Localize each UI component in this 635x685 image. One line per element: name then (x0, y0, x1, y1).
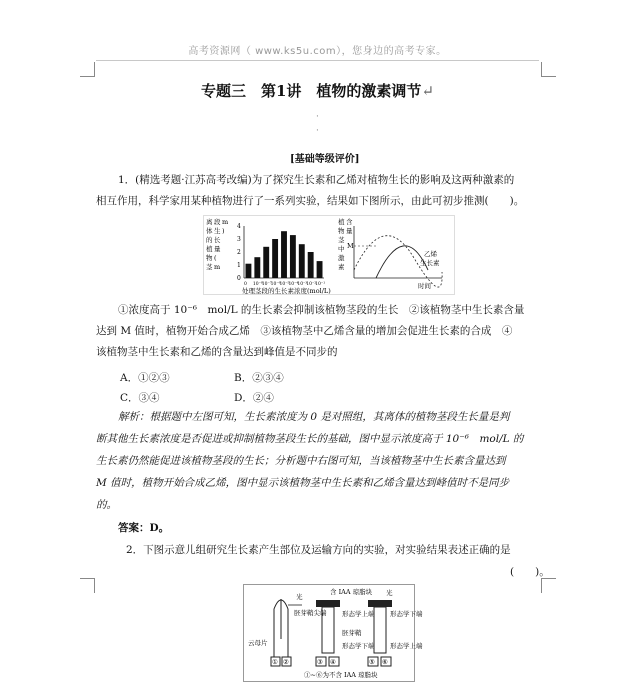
page-header (0, 42, 635, 57)
paragraph-mark: · (316, 126, 319, 136)
bar-chart-ytick-label: 1 (237, 262, 241, 269)
num-1: ① (272, 658, 278, 666)
bar (308, 252, 314, 278)
num-4: ④ (330, 658, 336, 666)
bar (246, 264, 252, 278)
label-light: 光 (296, 593, 303, 601)
bar-chart-ytick-label: 2 (237, 249, 241, 256)
bar-chart-xtick-label: 10⁻⁸ (252, 282, 263, 287)
label-lower-right: 形态学下端 (390, 610, 423, 618)
q2-paren: ( )。 (510, 566, 550, 578)
option-d: D．②④ (234, 392, 274, 404)
bar (254, 257, 260, 278)
stem-section-inverted (374, 607, 386, 653)
margin-corner-right (541, 62, 556, 77)
margin-corner-bottom-right (541, 578, 556, 593)
margin-corner-bottom-left (80, 578, 95, 593)
header-rule (96, 60, 539, 61)
paragraph-mark: · (316, 112, 319, 122)
q2-figure (243, 584, 423, 682)
bar (317, 261, 323, 278)
q1-figure (203, 215, 455, 295)
q2-figure-svg (244, 585, 423, 681)
line-chart (338, 217, 442, 290)
label-section: 胚芽鞘 (342, 629, 362, 637)
option-a: A．①②③ (120, 372, 170, 384)
option-b: B．②③④ (234, 372, 284, 384)
bar-chart-ylabel: 离体的植物茎段生长量( mm ) (206, 218, 229, 271)
bar-chart-xtick-label: 10⁻⁷ (261, 282, 272, 287)
label-iaa-block: 含 IAA 琼脂块 (330, 588, 373, 596)
label-lower: 形态学下端 (342, 642, 375, 650)
iaa-block-black (368, 600, 392, 607)
q1-analysis: 解析：根据题中左图可知，生长素浓度为 0 是对照组，其离体的植物茎段生长量是判 断其他生长素浓度是否促进或抑制植物茎段生长的基础，图中显示浓度高于 10⁻⁶ mol/L 的 生长素仍然能促进该植物茎段的生长；分析题中右图可知，当该植物茎中生长素含量达到 M 值时，植物开始合成乙烯，图中显示该植物茎中生长素和乙烯含量达到峰值时不是同步 的。 (96, 411, 524, 511)
bar-chart-xtick-label: 10⁻⁵ (279, 282, 290, 287)
line-chart-xlabel: 时间 (418, 282, 431, 290)
bar-chart-xtick-label: 10⁻¹ (315, 282, 326, 287)
bar-chart-xtick-label: 10⁻² (306, 282, 317, 287)
bar-chart (206, 217, 331, 295)
header-text: 高考资源网（ www.ks5u.com），您身边的高考专家。 (188, 46, 447, 57)
num-5: ⑤ (369, 658, 375, 666)
q1-stem: 1．(精选考题·江苏高考改编)为了探究生长素和乙烯对植物生长的影响及这两种激素的 相互作用，科学家用某种植物进行了一系列实验，结果如下图所示，由此可初步推测( )。 (96, 174, 525, 207)
line-legend-ethylene: 乙烯 (424, 250, 437, 258)
label-light-right: 光 (386, 589, 393, 597)
figure-caption: ①~⑥为不含 IAA 琼脂块 (304, 671, 378, 679)
iaa-block-black (316, 600, 340, 607)
bar (299, 244, 305, 278)
num-2: ② (283, 658, 289, 666)
num-3: ③ (317, 658, 323, 666)
q1-statements: ①浓度高于 10⁻⁶ mol/L 的生长素会抑制该植物茎段的生长 ②该植物茎中生长素含量 达到 M 值时，植物开始合成乙烯 ③该植物茎中乙烯含量的增加会促进生长素的合成 ④ 该植物茎中生长素和乙烯的含量达到峰值是不同步的 (96, 304, 525, 358)
q1-figure-svg (204, 216, 454, 294)
bar-chart-xtick-label: 10⁻³ (297, 282, 308, 287)
bar-chart-ytick-label: 4 (237, 223, 241, 230)
label-upper: 形态学上端 (342, 610, 375, 618)
bar (272, 239, 278, 278)
label-mica: 云母片 (248, 639, 268, 647)
option-c: C．③④ (120, 392, 160, 404)
bar-chart-ytick-label: 0 (237, 275, 241, 282)
q2-stem: 2．下图示意儿组研究生长素产生部位及运输方向的实验，对实验结果表述正确的是 (126, 544, 511, 556)
bar-chart-xtick-label: 10⁻⁶ (270, 282, 281, 287)
bar-chart-xlabel: 处理茎段的生长素浓度(mol/L) (242, 287, 331, 295)
bar (281, 231, 287, 278)
section-heading: [基础等级评价] (290, 154, 360, 165)
num-6: ⑥ (382, 658, 388, 666)
bar-chart-xtick-label: 0 (244, 282, 247, 287)
bar (290, 235, 296, 278)
label-coleoptile-tip: 胚芽鞘尖端 (294, 609, 327, 617)
line-chart-m-label: M (347, 242, 354, 250)
line-legend-auxin: 生长素 (420, 259, 440, 267)
q1-answer: 答案：D。 (118, 522, 170, 534)
label-upper-right: 形态学上端 (390, 642, 423, 650)
bar (263, 247, 269, 278)
line-chart-ylabel: 植物茎中激素含量 (338, 218, 353, 271)
bar-chart-xtick-label: 10⁻⁴ (288, 282, 299, 287)
margin-corner-left (80, 62, 95, 77)
bar-chart-ytick-label: 3 (237, 236, 241, 243)
page-title: 专题三 第1讲 植物的激素调节↵ (200, 82, 435, 100)
